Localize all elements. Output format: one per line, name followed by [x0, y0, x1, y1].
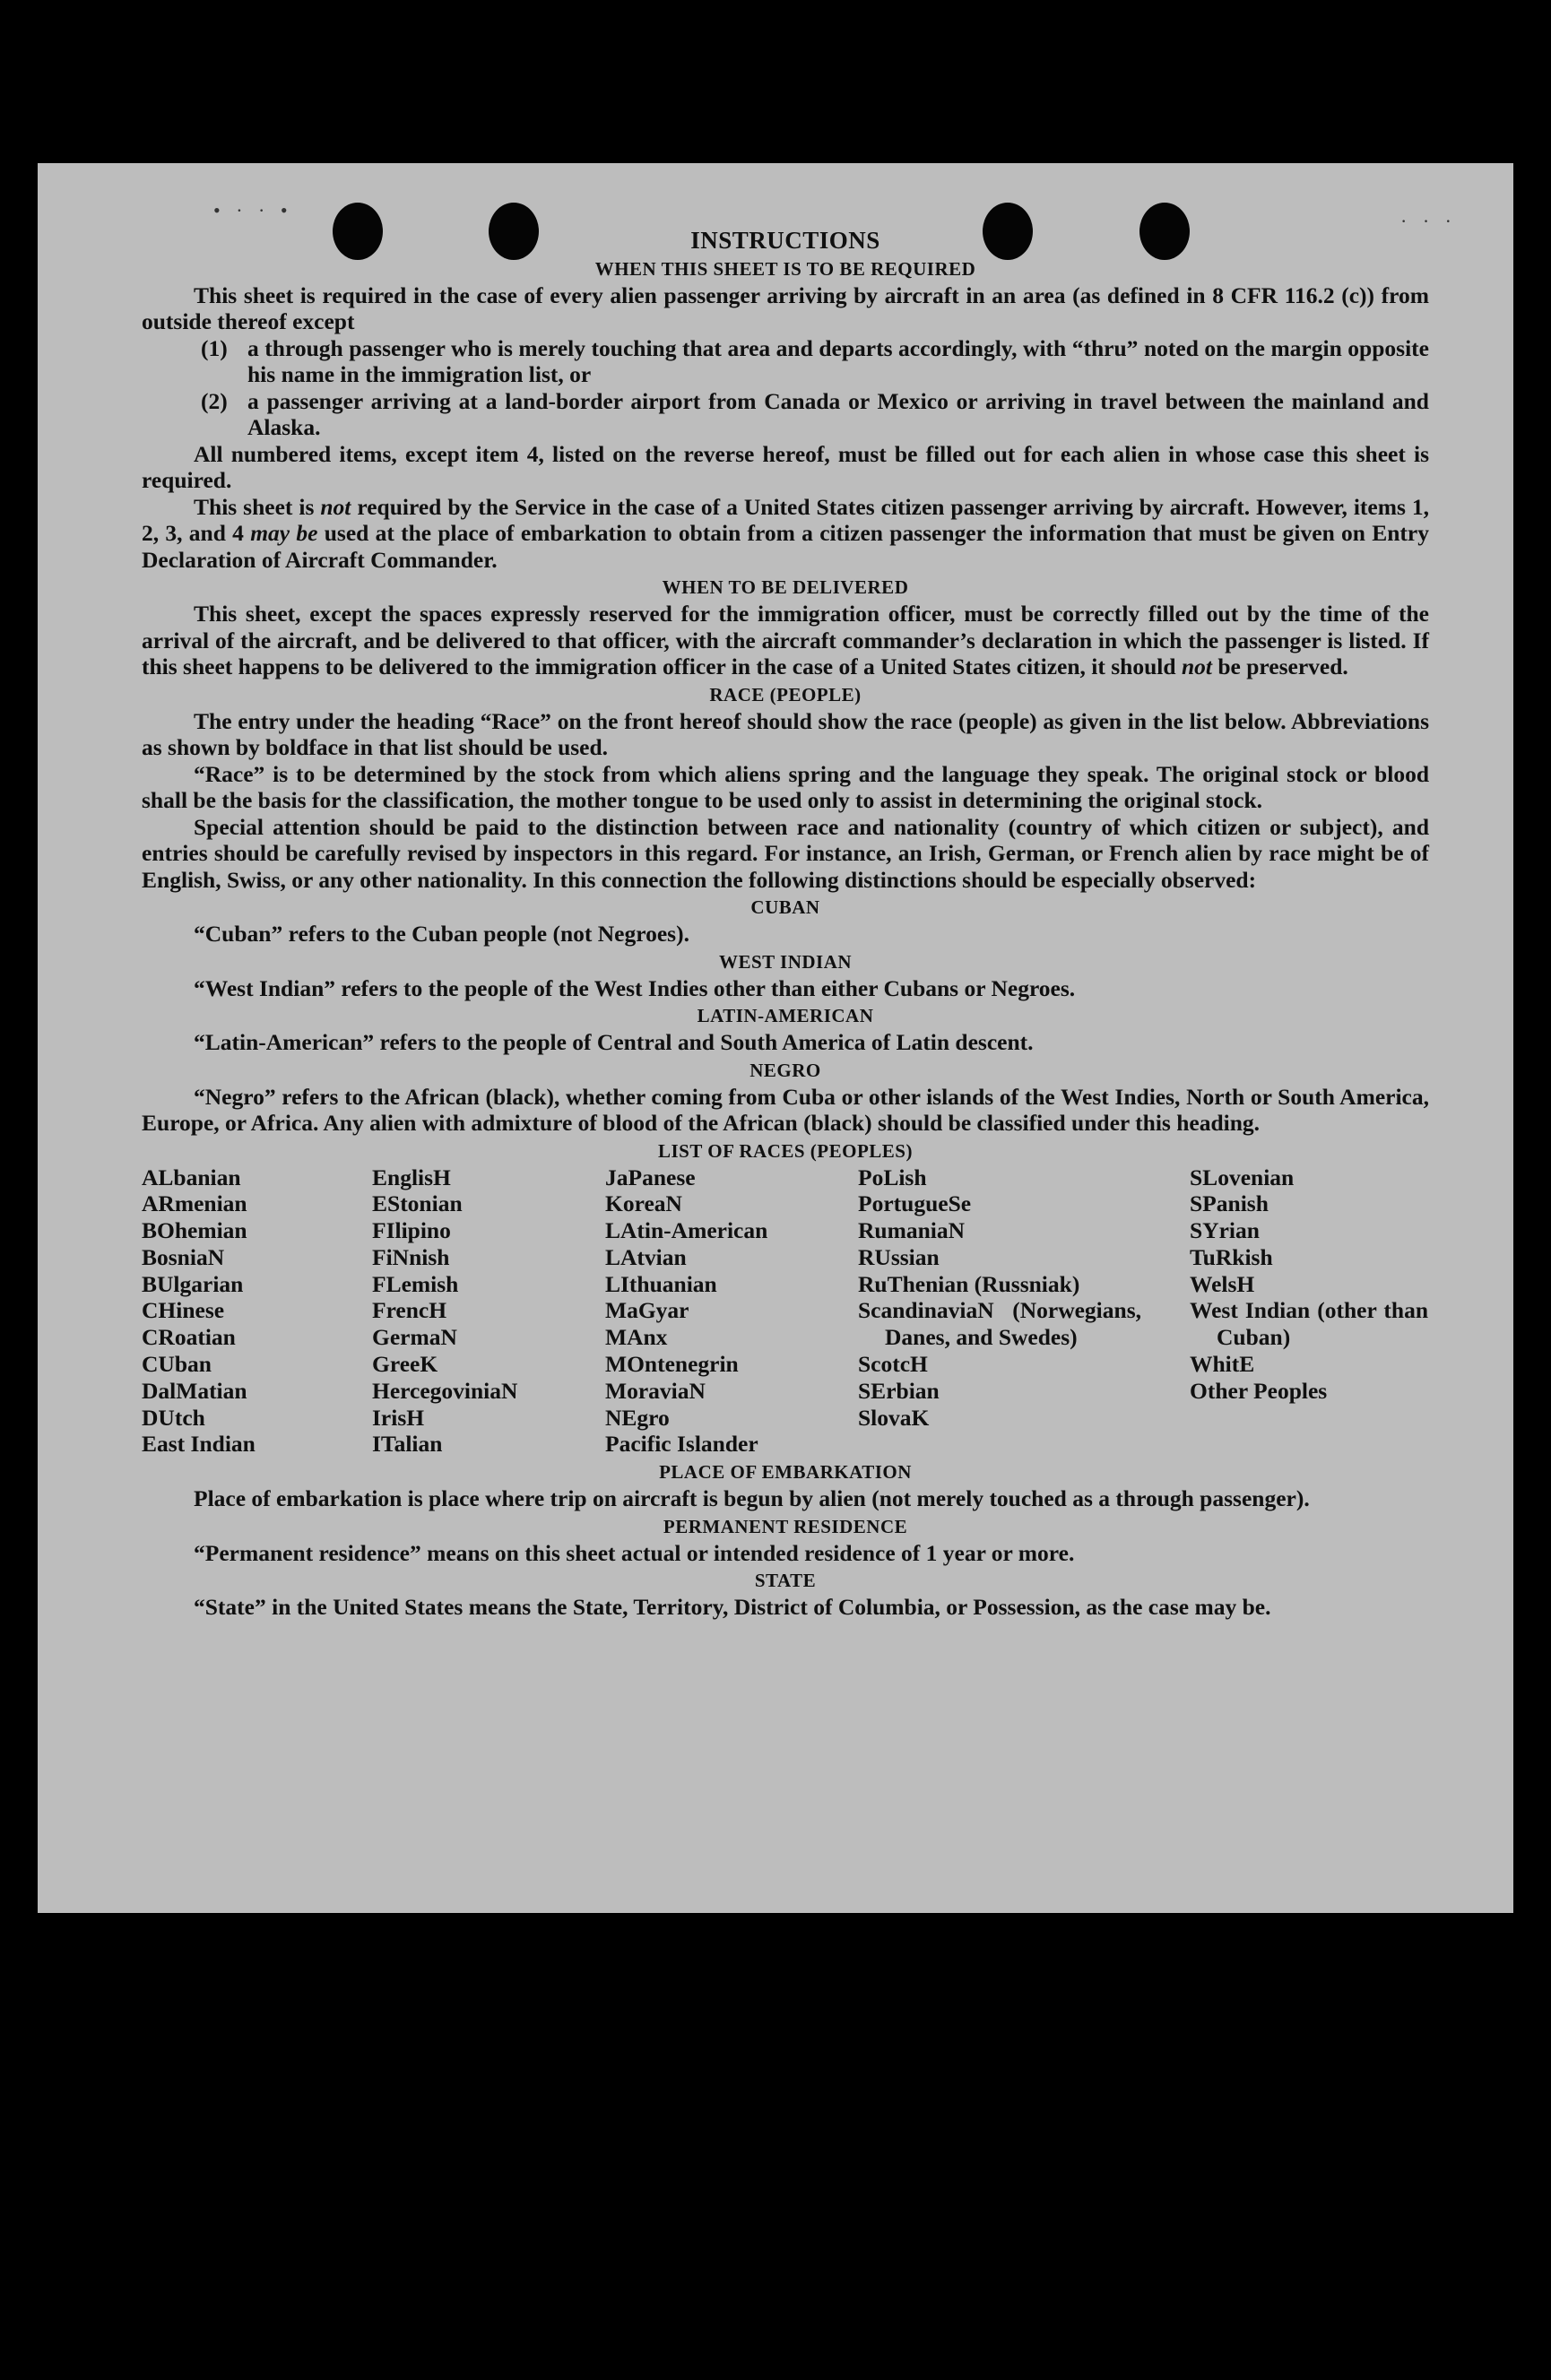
- race-column-4: [858, 1164, 1190, 1458]
- race-entry: MoraviaN: [605, 1377, 706, 1404]
- instructions-content: [142, 228, 1429, 1621]
- instructions-title: INSTRUCTIONS: [690, 227, 880, 254]
- race-entry: ScotcH: [858, 1351, 928, 1378]
- section-heading-cuban: CUBAN: [750, 896, 820, 918]
- race-entry: FIlipino: [372, 1217, 451, 1244]
- section-heading-negro: NEGRO: [750, 1059, 821, 1081]
- race-entry: MaGyar: [605, 1297, 689, 1324]
- section-heading-race: RACE (PEOPLE): [709, 683, 862, 705]
- race-column-2: [372, 1164, 605, 1458]
- section-heading-when-delivered: WHEN TO BE DELIVERED: [662, 576, 909, 598]
- race-entry: SLovenian: [1190, 1164, 1295, 1190]
- race-entry: FiNnish: [372, 1243, 450, 1270]
- race-entry: East Indian: [142, 1431, 256, 1458]
- race-entry: ITalian: [372, 1431, 443, 1458]
- italic-run: not: [1181, 653, 1212, 679]
- race-entry: CRoatian: [142, 1324, 236, 1351]
- section-heading-list-of-races: LIST OF RACES (PEOPLES): [658, 1139, 913, 1162]
- race-entry: JaPanese: [605, 1164, 696, 1190]
- race-entry: ARmenian: [142, 1190, 247, 1217]
- race-entry: Other Peoples: [1190, 1377, 1328, 1404]
- italic-run: not: [320, 493, 351, 520]
- cuban-definition: “Cuban” refers to the Cuban people (not Negroes).: [194, 921, 689, 947]
- race-entry: ALbanian: [142, 1164, 241, 1190]
- race-entry: NEgro: [605, 1404, 670, 1431]
- race-entry: SErbian: [858, 1377, 940, 1404]
- race-entry: RuThenian (Russniak): [858, 1270, 1080, 1297]
- section-heading-west-indian: WEST INDIAN: [718, 950, 853, 973]
- exception-text: a through passenger who is merely touching that area and departs accordingly, with “thru” noted on the margin opposite his name in the immigration list, or: [247, 334, 1429, 387]
- exception-number: (2): [201, 387, 228, 414]
- race-entry: TuRkish: [1190, 1243, 1273, 1270]
- race-column-1: [142, 1164, 372, 1458]
- race-entry: EStonian: [372, 1190, 463, 1217]
- race-entry: EnglisH: [372, 1164, 451, 1190]
- race-entry: West Indian (other than Cuban): [1190, 1297, 1428, 1351]
- race-entry: DalMatian: [142, 1377, 247, 1404]
- race-paragraph-1: The entry under the heading “Race” on the front hereof should show the race (people) as given in the list below. Abbreviations as shown by boldface in that list should be used.: [142, 707, 1429, 760]
- text-run: This sheet is: [194, 493, 321, 520]
- section-heading-state: STATE: [754, 1570, 817, 1592]
- text-run: This sheet, except the spaces expressly reserved for the immigration officer, must be correctly filled out by the time of the arrival of the aircraft, and be delivered to that officer, with the aircraft commander’s declaration in which the passenger is listed. If this sheet happens to be delivered to the immigration officer in the case of a United States citizen, it should: [142, 601, 1429, 679]
- document-sheet: [38, 163, 1513, 1913]
- section-heading-when-required: WHEN THIS SHEET IS TO BE REQUIRED: [594, 257, 976, 280]
- state-definition: “State” in the United States means the State, Territory, District of Columbia, or Possession, as the case may be.: [194, 1594, 1271, 1621]
- race-column-3: [605, 1164, 858, 1458]
- scan-speckle: · · ·: [1400, 210, 1457, 232]
- race-entry: KoreaN: [605, 1190, 682, 1217]
- italic-run: may be: [250, 520, 318, 546]
- race-entry: FLemish: [372, 1270, 459, 1297]
- west-indian-definition: “West Indian” refers to the people of the West Indies other than either Cubans or Negroes.: [194, 974, 1076, 1001]
- text-run: be preserved.: [1211, 653, 1348, 679]
- numbered-items-paragraph: All numbered items, except item 4, listed on the reverse hereof, must be filled out for each alien in whose case this sheet is required.: [142, 440, 1429, 493]
- race-entry: LAtvian: [605, 1243, 687, 1270]
- citizen-paragraph: [142, 494, 1429, 574]
- race-entry: BOhemian: [142, 1217, 247, 1244]
- race-entry: SYrian: [1190, 1217, 1260, 1244]
- race-entry: RumaniaN: [858, 1217, 966, 1244]
- exception-item: [201, 334, 1429, 388]
- race-entry: ScandinaviaN (Norwegians, Danes, and Swedes): [858, 1297, 1141, 1351]
- text-run: required by the Service in the case of a United States citizen passenger arriving by aircraft. However, items 1, 2, 3, and 4: [142, 493, 1429, 546]
- race-entry: MOntenegrin: [605, 1351, 739, 1378]
- when-required-intro: This sheet is required in the case of every alien passenger arriving by aircraft in an area (as defined in 8 CFR 116.2 (c)) from outside thereof except: [142, 281, 1429, 334]
- race-entry: HercegoviniaN: [372, 1377, 518, 1404]
- race-paragraph-3: Special attention should be paid to the distinction between race and nationality (country of which citizen or subject), and entries should be carefully revised by inspectors in this regard. For instance, an Irish, German, or French alien by race might be of English, Swiss, or any other nationality. In this connection the following distinctions should be especially observed:: [142, 813, 1429, 893]
- race-entry: BosniaN: [142, 1243, 225, 1270]
- race-entry: GreeK: [372, 1351, 438, 1378]
- race-entry: Pacific Islander: [605, 1431, 758, 1458]
- race-entry: RUssian: [858, 1243, 940, 1270]
- race-entry: CHinese: [142, 1297, 225, 1324]
- race-entry: PoLish: [858, 1164, 927, 1190]
- race-entry: LIthuanian: [605, 1270, 717, 1297]
- race-entry: MAnx: [605, 1324, 668, 1351]
- race-entry: WelsH: [1190, 1270, 1255, 1297]
- race-entry: CUban: [142, 1351, 212, 1378]
- race-entry: BUlgarian: [142, 1270, 244, 1297]
- race-list-grid: [142, 1164, 1429, 1458]
- when-delivered-paragraph: [142, 601, 1429, 680]
- race-entry: LAtin-American: [605, 1217, 768, 1244]
- section-heading-place-of-embarkation: PLACE OF EMBARKATION: [659, 1461, 912, 1484]
- race-column-5: [1190, 1164, 1429, 1458]
- race-entry: SlovaK: [858, 1404, 930, 1431]
- exception-text: a passenger arriving at a land-border airport from Canada or Mexico or arriving in travel between the mainland and Alaska.: [247, 387, 1429, 440]
- race-entry: GermaN: [372, 1324, 457, 1351]
- text-run: used at the place of embarkation to obtain from a citizen passenger the information that must be given on Entry Declaration of Aircraft Commander.: [142, 520, 1429, 573]
- race-entry: DUtch: [142, 1404, 205, 1431]
- race-entry: FrencH: [372, 1297, 447, 1324]
- race-entry: WhitE: [1190, 1351, 1255, 1378]
- scan-speckle: • · · •: [213, 199, 293, 221]
- race-paragraph-2: “Race” is to be determined by the stock from which aliens spring and the language they speak. The original stock or blood shall be the basis for the classification, the mother tongue to be used only to assist in determining the original stock.: [142, 760, 1429, 813]
- section-heading-latin-american: LATIN-AMERICAN: [697, 1005, 874, 1026]
- section-heading-permanent-residence: PERMANENT RESIDENCE: [663, 1515, 908, 1537]
- permanent-residence-definition: “Permanent residence” means on this sheet actual or intended residence of 1 year or more.: [194, 1539, 1075, 1566]
- negro-definition: “Negro” refers to the African (black), whether coming from Cuba or other islands of the West Indies, North or South America, Europe, or Africa. Any alien with admixture of blood of the African (black) should be classified under this heading.: [142, 1083, 1429, 1136]
- exception-item: [201, 387, 1429, 441]
- latin-american-definition: “Latin-American” refers to the people of Central and South America of Latin descent.: [194, 1029, 1034, 1055]
- race-entry: PortugueSe: [858, 1190, 972, 1217]
- race-entry: SPanish: [1190, 1190, 1269, 1217]
- race-entry: IrisH: [372, 1404, 425, 1431]
- place-of-embarkation-definition: Place of embarkation is place where trip on aircraft is begun by alien (not merely touched as a through passenger).: [194, 1485, 1310, 1512]
- exception-number: (1): [201, 334, 228, 361]
